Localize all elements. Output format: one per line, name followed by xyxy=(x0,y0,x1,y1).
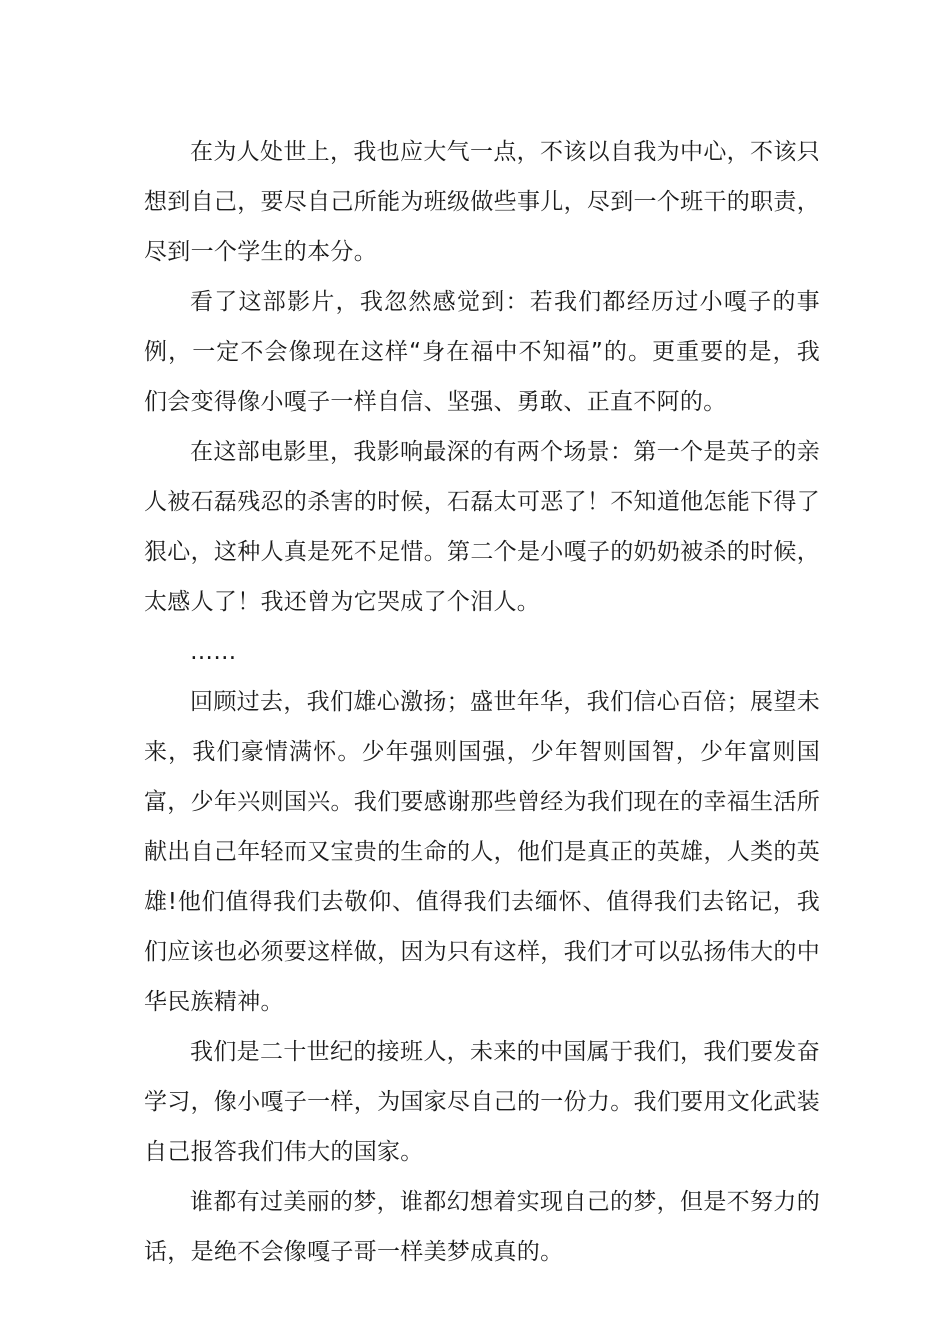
paragraph-1: 在为人处世上，我也应大气一点，不该以自我为中心，不该只想到自己，要尽自己所能为班级做些事儿，尽到一个班干的职责，尽到一个学生的本分。 xyxy=(144,139,820,265)
paragraph-2: 看了这部影片，我忽然感觉到：若我们都经历过小嘎子的事例，一定不会像现在这样“身在福中不知福”的。更重要的是，我们会变得像小嘎子一样自信、坚强、勇敢、正直不阿的。 xyxy=(144,289,820,415)
document-body xyxy=(144,127,820,1277)
ellipsis-line: …… xyxy=(190,639,237,665)
paragraph-4: 回顾过去，我们雄心激扬；盛世年华，我们信心百倍；展望未来，我们豪情满怀。少年强则国强，少年智则国智，少年富则国富，少年兴则国兴。我们要感谢那些曾经为我们现在的幸福生活所献出自己年轻而又宝贵的生命的人，他们是真正的英雄，人类的英雄!他们值得我们去敬仰、值得我们去缅怀、值得我们去铭记，我们应该也必须要这样做，因为只有这样，我们才可以弘扬伟大的中华民族精神。 xyxy=(144,689,820,1015)
paragraph-6: 谁都有过美丽的梦，谁都幻想着实现自己的梦，但是不努力的话，是绝不会像嘎子哥一样美梦成真的。 xyxy=(144,1189,820,1265)
paragraph-5: 我们是二十世纪的接班人，未来的中国属于我们，我们要发奋学习，像小嘎子一样，为国家尽自己的一份力。我们要用文化武装自己报答我们伟大的国家。 xyxy=(144,1039,820,1165)
paragraph-3: 在这部电影里，我影响最深的有两个场景：第一个是英子的亲人被石磊残忍的杀害的时候，石磊太可恶了！不知道他怎能下得了狠心，这种人真是死不足惜。第二个是小嘎子的奶奶被杀的时候，太感人了！我还曾为它哭成了个泪人。 xyxy=(144,439,820,615)
